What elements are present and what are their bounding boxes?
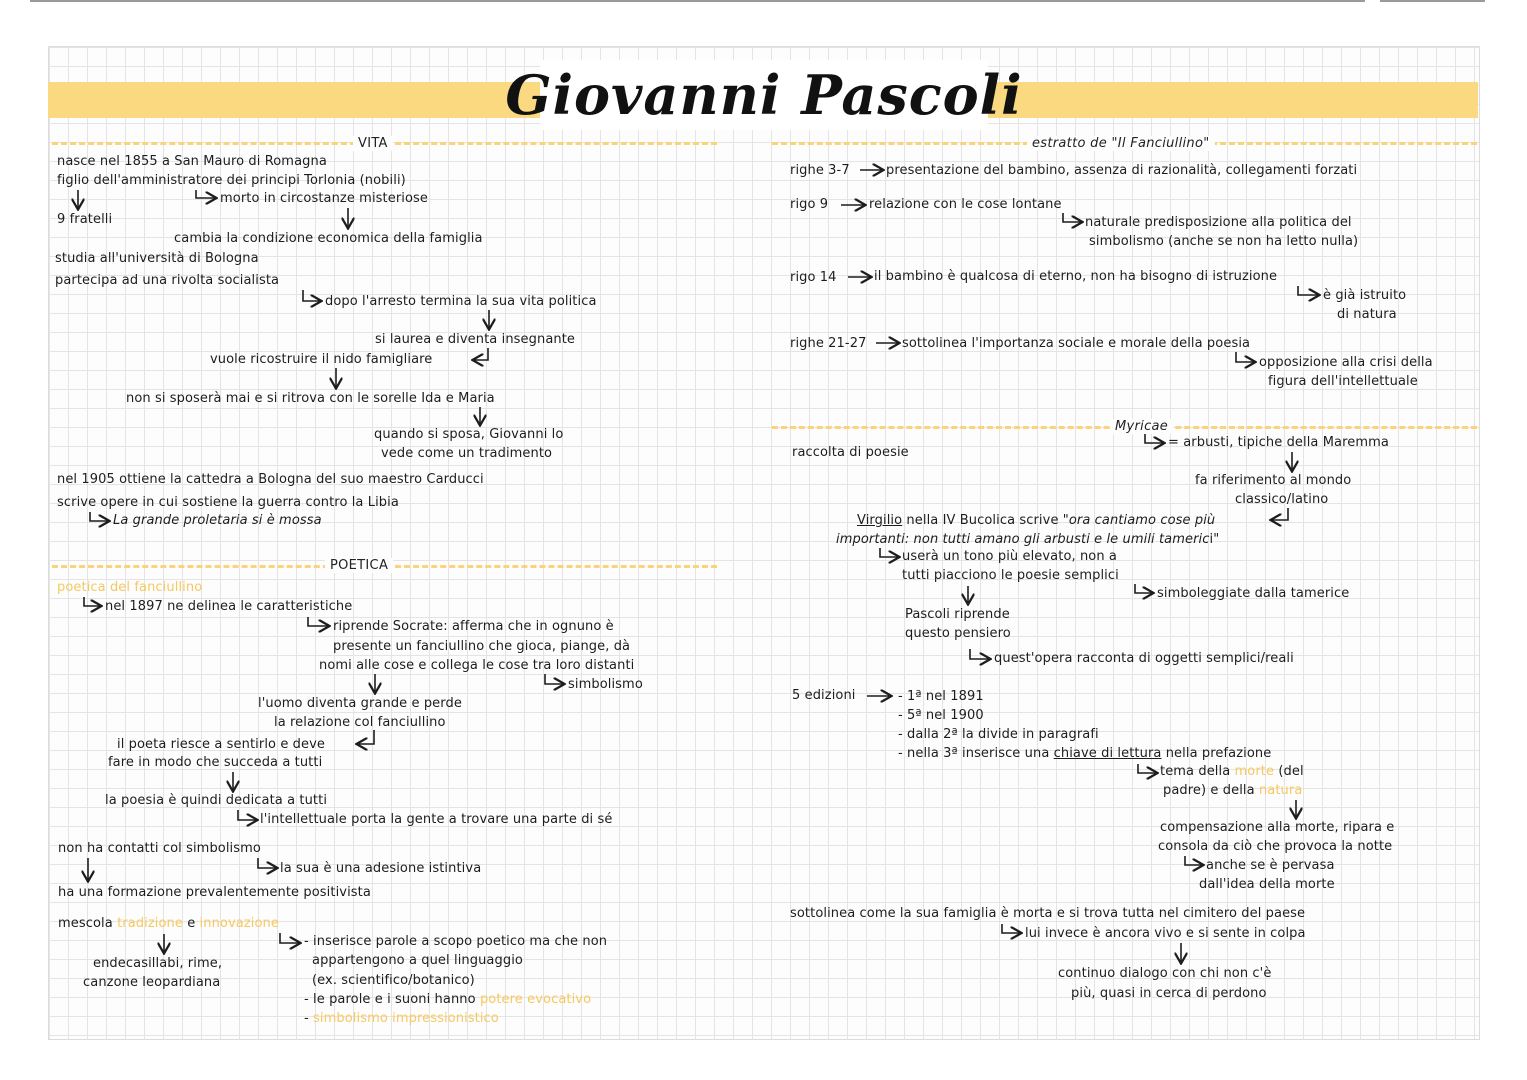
myricae-line: - 1ª nel 1891 [898, 689, 984, 704]
poetica-line: riprende Socrate: afferma che in ognuno è [333, 619, 614, 634]
top-edge-line-right [1380, 0, 1485, 2]
quote-text: ora cantiamo cose più [1068, 513, 1216, 528]
poetica-line: nomi alle cose e collega le cose tra loro distanti [319, 658, 635, 673]
vita-line: vuole ricostruire il nido famigliare [210, 352, 433, 367]
estratto-line: sottolinea l'importanza sociale e morale della poesia [902, 336, 1251, 351]
myricae-line: compensazione alla morte, ripara e [1160, 820, 1395, 835]
poetica-line [58, 915, 279, 932]
top-edge-line [30, 0, 1365, 2]
estratto-label: rigo 14 [790, 270, 837, 285]
myricae-line: quest'opera racconta di oggetti semplici/reali [994, 651, 1294, 666]
poetica-line: canzone leopardiana [83, 975, 221, 990]
estratto-line: naturale predisposizione alla politica del [1085, 215, 1352, 230]
myricae-line: fa riferimento al mondo [1195, 473, 1352, 488]
estratto-label: righe 21-27 [790, 336, 867, 351]
estratto-line: relazione con le cose lontane [869, 197, 1062, 212]
suoni-text: - le parole e i suoni hanno [304, 992, 476, 1007]
page-title: Giovanni Pascoli [505, 63, 1023, 127]
potere-evocativo-text: potere evocativo [479, 992, 592, 1007]
vita-line: si laurea e diventa insegnante [375, 332, 576, 347]
myricae-line: 5 edizioni [792, 688, 856, 703]
section-heading-estratto: estratto de "Il Fanciullino" [1027, 136, 1215, 151]
myricae-line: = arbusti, tipiche della Maremma [1168, 435, 1389, 450]
innovazione-text: innovazione [199, 916, 279, 931]
padre-text: padre) e della [1163, 783, 1255, 798]
myricae-line: sottolinea come la sua famiglia è morta e si trova tutta nel cimitero del paese [790, 906, 1306, 921]
vita-line: nasce nel 1855 a San Mauro di Romagna [57, 154, 327, 169]
myricae-line: continuo dialogo con chi non c'è [1058, 966, 1272, 981]
poetica-line: non ha contatti col simbolismo [58, 841, 261, 856]
poetica-line: l'uomo diventa grande e perde [258, 696, 462, 711]
estratto-line: figura dell'intellettuale [1268, 374, 1418, 389]
poetica-line: appartengono a quel linguaggio [312, 953, 523, 968]
poetica-line: endecasillabi, rime, [93, 956, 223, 971]
quote-end-text: i" [1209, 532, 1220, 547]
myricae-line: - dalla 2ª la divide in paragrafi [898, 727, 1099, 742]
title-box [505, 60, 1023, 130]
poetica-line: l'intellettuale porta la gente a trovare una parte di sé [260, 812, 613, 827]
prefazione-text: nella prefazione [1165, 746, 1272, 761]
vita-line: La grande proletaria si è mossa [113, 513, 322, 528]
estratto-line: simbolismo (anche se non ha letto nulla) [1089, 234, 1359, 249]
dash-text: - [304, 1011, 309, 1026]
bucolica-text: nella IV Bucolica scrive " [906, 513, 1069, 528]
tema-text: tema della [1160, 764, 1231, 779]
natura-text: natura [1258, 783, 1303, 798]
myricae-line: consola da ciò che provoca la notte [1158, 839, 1393, 854]
poetica-line: la sua è una adesione istintiva [280, 861, 482, 876]
poetica-line [304, 991, 591, 1008]
poetica-line: presente un fanciullino che gioca, piange, dà [333, 639, 631, 654]
poetica-line: ha una formazione prevalentemente positivista [58, 885, 371, 900]
vita-line: figlio dell'amministratore dei principi Torlonia (nobili) [57, 173, 406, 188]
poetica-line: poetica del fanciullino [57, 580, 203, 595]
vita-line: non si sposerà mai e si ritrova con le sorelle Ida e Maria [126, 391, 495, 406]
myricae-line [1163, 782, 1302, 799]
poetica-line: la poesia è quindi dedicata a tutti [105, 793, 328, 808]
myricae-line: classico/latino [1235, 492, 1329, 507]
e-text: e [187, 916, 196, 931]
vita-line: dopo l'arresto termina la sua vita politica [325, 294, 597, 309]
morte-text: morte [1234, 764, 1275, 779]
section-heading-myricae: Myricae [1110, 419, 1173, 434]
mescola-text: mescola [58, 916, 113, 931]
vita-line: scrive opere in cui sostiene la guerra contro la Libia [57, 495, 399, 510]
myricae-line: tutti piacciono le poesie semplici [902, 568, 1119, 583]
estratto-line: è già istruito [1323, 288, 1407, 303]
quote-continued-text: importanti: non tutti amano gli arbusti e le umili tameric [836, 532, 1210, 547]
vita-line: quando si sposa, Giovanni lo [374, 427, 564, 442]
vita-line: partecipa ad una rivolta socialista [55, 273, 280, 288]
estratto-label: rigo 9 [790, 197, 829, 212]
simbolismo-impressionistico-text: simbolismo impressionistico [313, 1011, 499, 1026]
myricae-line: anche se è pervasa [1206, 858, 1335, 873]
vita-line: cambia la condizione economica della famiglia [174, 231, 483, 246]
virgilio-text: Virgilio [857, 513, 903, 528]
estratto-line: il bambino è qualcosa di eterno, non ha bisogno di istruzione [874, 269, 1278, 284]
del-text: (del [1278, 764, 1304, 779]
poetica-line: - inserisce parole a scopo poetico ma che non [304, 934, 608, 949]
estratto-line: di natura [1337, 307, 1397, 322]
poetica-line: (ex. scientifico/botanico) [312, 973, 475, 988]
vita-line: vede come un tradimento [381, 446, 553, 461]
myricae-line: più, quasi in cerca di perdono [1071, 986, 1267, 1001]
myricae-line [898, 745, 1271, 762]
vita-line: nel 1905 ottiene la cattedra a Bologna del suo maestro Carducci [57, 472, 484, 487]
poetica-line [304, 1010, 499, 1027]
myricae-line: Pascoli riprende [905, 607, 1010, 622]
myricae-line: dall'idea della morte [1199, 877, 1335, 892]
poetica-line: la relazione col fanciullino [274, 715, 446, 730]
tradizione-text: tradizione [117, 916, 183, 931]
chiave-lettura-text: chiave di lettura [1053, 746, 1162, 761]
myricae-line [1160, 763, 1304, 780]
estratto-line: presentazione del bambino, assenza di razionalità, collegamenti forzati [886, 163, 1358, 178]
poetica-line: simbolismo [568, 677, 643, 692]
myricae-line: userà un tono più elevato, non a [902, 549, 1117, 564]
myricae-line: raccolta di poesie [792, 445, 909, 460]
vita-line: morto in circostanze misteriose [220, 191, 429, 206]
terza-text: - nella 3ª inserisce una [898, 746, 1050, 761]
myricae-line: questo pensiero [905, 626, 1011, 641]
poetica-line: nel 1897 ne delinea le caratteristiche [105, 599, 353, 614]
myricae-line [836, 531, 1219, 548]
myricae-line: - 5ª nel 1900 [898, 708, 984, 723]
estratto-label: righe 3-7 [790, 163, 850, 178]
section-heading-poetica: POETICA [325, 558, 393, 573]
vita-line: studia all'università di Bologna [55, 251, 259, 266]
vita-line: 9 fratelli [57, 212, 113, 227]
myricae-line: simboleggiate dalla tamerice [1157, 586, 1350, 601]
poetica-line: il poeta riesce a sentirlo e deve [117, 737, 325, 752]
myricae-line: lui invece è ancora vivo e si sente in colpa [1025, 926, 1306, 941]
poetica-line: fare in modo che succeda a tutti [108, 755, 323, 770]
estratto-line: opposizione alla crisi della [1259, 355, 1433, 370]
section-heading-vita: VITA [353, 136, 393, 151]
myricae-line [857, 512, 1215, 529]
